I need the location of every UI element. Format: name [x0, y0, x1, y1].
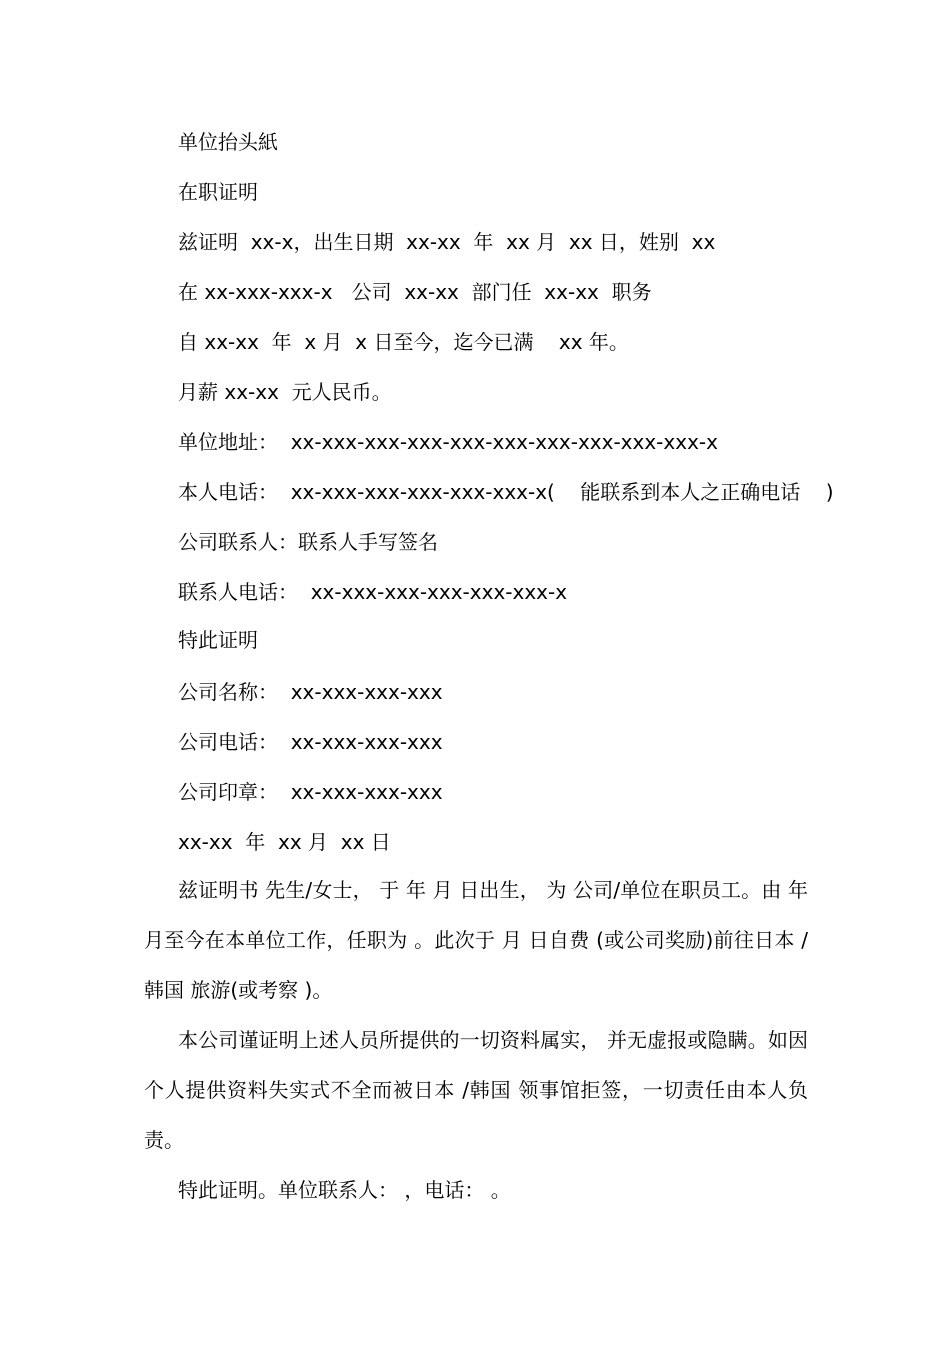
cert-line-address: 单位地址： xx-xxx-xxx-xxx-xxx-xxx-xxx-xxx-xxx-xxx-x [178, 430, 718, 454]
cert-line-company-name: 公司名称： xx-xxx-xxx-xxx [178, 680, 443, 704]
document-title: 在职证明 [178, 180, 258, 204]
paragraph-closing-contact: 特此证明。单位联系人： ，电话： 。 [178, 1178, 511, 1202]
cert-line-company-phone: 公司电话： xx-xxx-xxx-xxx [178, 730, 443, 754]
cert-line-tenure: 自 xx-xx 年 x 月 x 日至今，迄今已满 xx 年。 [178, 330, 629, 354]
cert-line-identity: 兹证明 xx-x，出生日期 xx-xx 年 xx 月 xx 日，姓别 xx [178, 230, 716, 254]
paragraph-truthfulness: 本公司谨证明上述人员所提供的一切资料属实， 并无虚报或隐瞒。如因个人提供资料失实式不全而被日本 /韩国 领事馆拒签，一切责任由本人负责。 [144, 1028, 808, 1152]
paragraph-visa-certification: 兹证明书 先生/女士， 于 年 月 日出生， 为 公司/单位在职员工。由 年 月至今在本单位工作，任职为 。此次于 月 日自费 (或公司奖励)前往日本 /韩国 旅游(或考察 )。 [144, 878, 808, 1002]
cert-line-contact-phone: 联系人电话： xx-xxx-xxx-xxx-xxx-xxx-x [178, 580, 568, 604]
cert-line-company: 在 xx-xxx-xxx-x 公司 xx-xx 部门任 xx-xx 职务 [178, 280, 652, 304]
letterhead-text: 单位抬头紙 [178, 130, 278, 154]
cert-line-company-seal: 公司印章： xx-xxx-xxx-xxx [178, 780, 443, 804]
cert-line-personal-phone: 本人电话： xx-xxx-xxx-xxx-xxx-xxx-x( 能联系到本人之正确电话 ) [178, 480, 834, 504]
cert-line-closing: 特此证明 [178, 628, 258, 652]
cert-line-salary: 月薪 xx-xx 元人民币。 [178, 380, 392, 404]
cert-line-contact-person: 公司联系人：联系人手写签名 [178, 530, 438, 554]
cert-line-date: xx-xx 年 xx 月 xx 日 [178, 830, 391, 854]
